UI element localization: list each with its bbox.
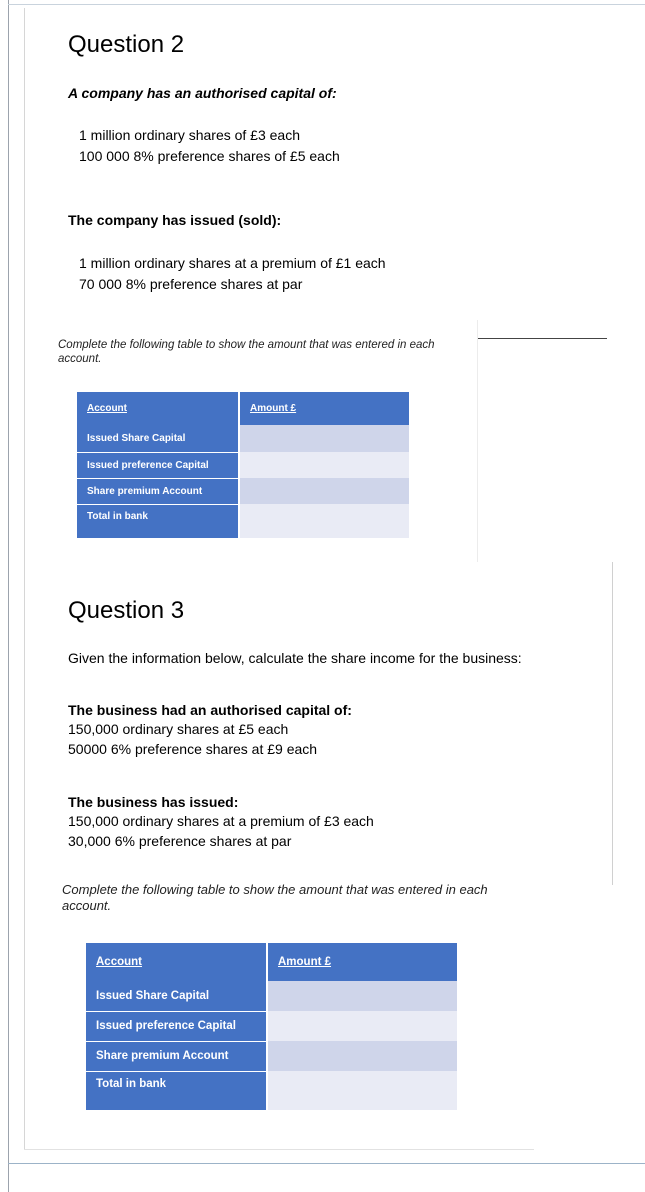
amount-cell[interactable] <box>267 1041 457 1071</box>
q2-authorised-list <box>79 125 340 167</box>
q2-authorised-item: 1 million ordinary shares of £3 each <box>79 127 301 143</box>
amount-cell[interactable] <box>239 504 409 538</box>
row-label: Share premium Account <box>77 478 239 504</box>
row-label: Issued Share Capital <box>86 981 267 1011</box>
question-3-heading: Question 3 <box>68 597 185 624</box>
amount-cell[interactable] <box>239 425 409 452</box>
table-header-row <box>77 392 409 425</box>
table-row <box>86 1041 457 1071</box>
row-label: Issued preference Capital <box>86 1011 267 1041</box>
q3-issued-item: 30,000 6% preference shares at par <box>68 833 292 849</box>
divider-line-vertical <box>477 320 478 562</box>
q3-intro: Given the information below, calculate the share income for the business: <box>68 650 522 666</box>
q3-authorised-item: 50000 6% preference shares at £9 each <box>68 741 318 757</box>
q3-authorised-heading: The business had an authorised capital of: <box>68 702 352 718</box>
column-header-amount: Amount £ <box>267 943 457 981</box>
table-header-row <box>86 943 457 981</box>
amount-cell[interactable] <box>267 981 457 1011</box>
q2-issued-item: 1 million ordinary shares at a premium of £1 each <box>79 255 386 271</box>
row-label: Total in bank <box>86 1071 267 1110</box>
q2-instruction: Complete the following table to show the amount that was entered in each account. <box>58 339 435 365</box>
q2-intro: A company has an authorised capital of: <box>68 85 337 101</box>
divider-line <box>478 338 607 339</box>
row-label: Issued Share Capital <box>77 425 239 452</box>
amount-cell[interactable] <box>267 1071 457 1110</box>
row-label: Total in bank <box>77 504 239 538</box>
table-row <box>86 1071 457 1110</box>
q3-account-table <box>86 943 457 1111</box>
q3-issued-list <box>68 811 374 851</box>
amount-cell[interactable] <box>267 1011 457 1041</box>
amount-cell[interactable] <box>239 452 409 478</box>
page-frame-bottom <box>8 1163 645 1164</box>
column-header-amount: Amount £ <box>239 392 409 425</box>
table-row <box>77 452 409 478</box>
q3-issued-item: 150,000 ordinary shares at a premium of £3 each <box>68 813 374 829</box>
content-border-left <box>24 8 25 1150</box>
table-row <box>77 425 409 452</box>
q2-issued-heading: The company has issued (sold): <box>68 212 282 228</box>
q2-issued-list <box>79 253 386 295</box>
table-row <box>77 478 409 504</box>
q2-authorised-item: 100 000 8% preference shares of £5 each <box>79 148 340 164</box>
q2-issued-item: 70 000 8% preference shares at par <box>79 276 303 292</box>
content-border-bottom <box>24 1149 534 1150</box>
column-header-account: Account <box>86 943 267 981</box>
row-label: Issued preference Capital <box>77 452 239 478</box>
q3-authorised-list <box>68 719 317 759</box>
table-row <box>86 981 457 1011</box>
q2-account-table <box>77 392 409 539</box>
divider-line-vertical <box>612 562 613 885</box>
q3-instruction: Complete the following table to show the amount that was entered in each account. <box>62 882 488 913</box>
table-row <box>77 504 409 538</box>
amount-cell[interactable] <box>239 478 409 504</box>
question-2-heading: Question 2 <box>68 31 185 58</box>
table-row <box>86 1011 457 1041</box>
row-label: Share premium Account <box>86 1041 267 1071</box>
q3-issued-heading: The business has issued: <box>68 794 239 810</box>
q3-authorised-item: 150,000 ordinary shares at £5 each <box>68 721 289 737</box>
page-frame-top <box>8 4 645 5</box>
column-header-account: Account <box>77 392 239 425</box>
page-frame-left <box>8 0 9 1192</box>
